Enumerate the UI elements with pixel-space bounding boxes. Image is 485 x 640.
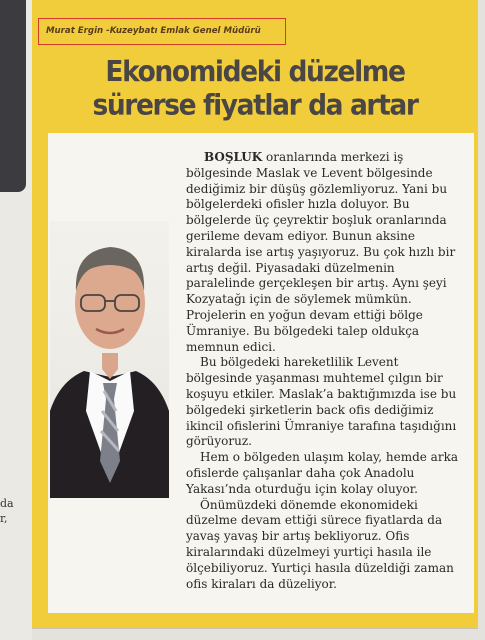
paragraph [186,150,462,355]
portrait-photo [50,221,169,498]
adjacent-text-fragment: da [0,497,14,510]
lead-word: BOŞLUK [204,150,263,164]
paragraph: Önümüzdeki dönemde ekonomideki düzelme devam ettiği sürece fiyatlarda da yavaş yavaş bir artış bekliyoruz. Ofis kiralarındaki düzelmeyi yurtiçi hasıla ile ölçebiliyoruz. Yurtiçi hasıla düzeldiği zaman ofis kiraları da düzeliyor. [186,497,454,591]
headline-line: sürerse fiyatlar da artar [92,88,418,122]
article-body [186,150,462,592]
paragraph: Hem o bölgeden ulaşım kolay, hemde arka ofislerde çalışanlar daha çok Anadolu Yakası’nda oturduğu için kolay oluyor. [186,450,458,496]
adjacent-dark-panel [0,0,26,192]
paragraph: Bu bölgedeki hareketlilik Levent bölgesinde yaşanması muhtemel çılgın bir koşuyu etkiler. Maslak’a baktığımızda ise bu bölgedeki şirketlerin back ofis dediğimiz ikincil ofislerini Ümraniye tarafına taşıdığını görüyoruz. [186,355,457,449]
headline-line: Ekonomideki düzelme [105,55,405,89]
adjacent-text-fragment: r, [0,512,8,525]
paragraph-text: oranlarında merkezi iş bölgesinde Maslak ve Levent bölgesinde dediğimiz bir düşüş gözlemliyoruz. Yani bu bölgelerdeki ofisler hızla doluyor. Bu bölgelerde üç çeyrektir boşluk oranlarında gerileme devam ediyor. Bunun aksine kiralarda ise artış yaşıyoruz. Bu çok hızlı bir artış değil. Piyasadaki düzelmenin paralelinde gerçekleşen bir artış. Aynı şeyi Kozyatağı için de söylemek mümkün. Projelerin en yoğun devam ettiği bölge Ümraniye. Bu bölgedeki talep oldukça memnun edici. [186,150,456,354]
page-bottom-rule [32,628,478,629]
author-byline: Murat Ergin -Kuzeybatı Emlak Genel Müdürü [38,18,286,45]
headline [32,55,478,122]
